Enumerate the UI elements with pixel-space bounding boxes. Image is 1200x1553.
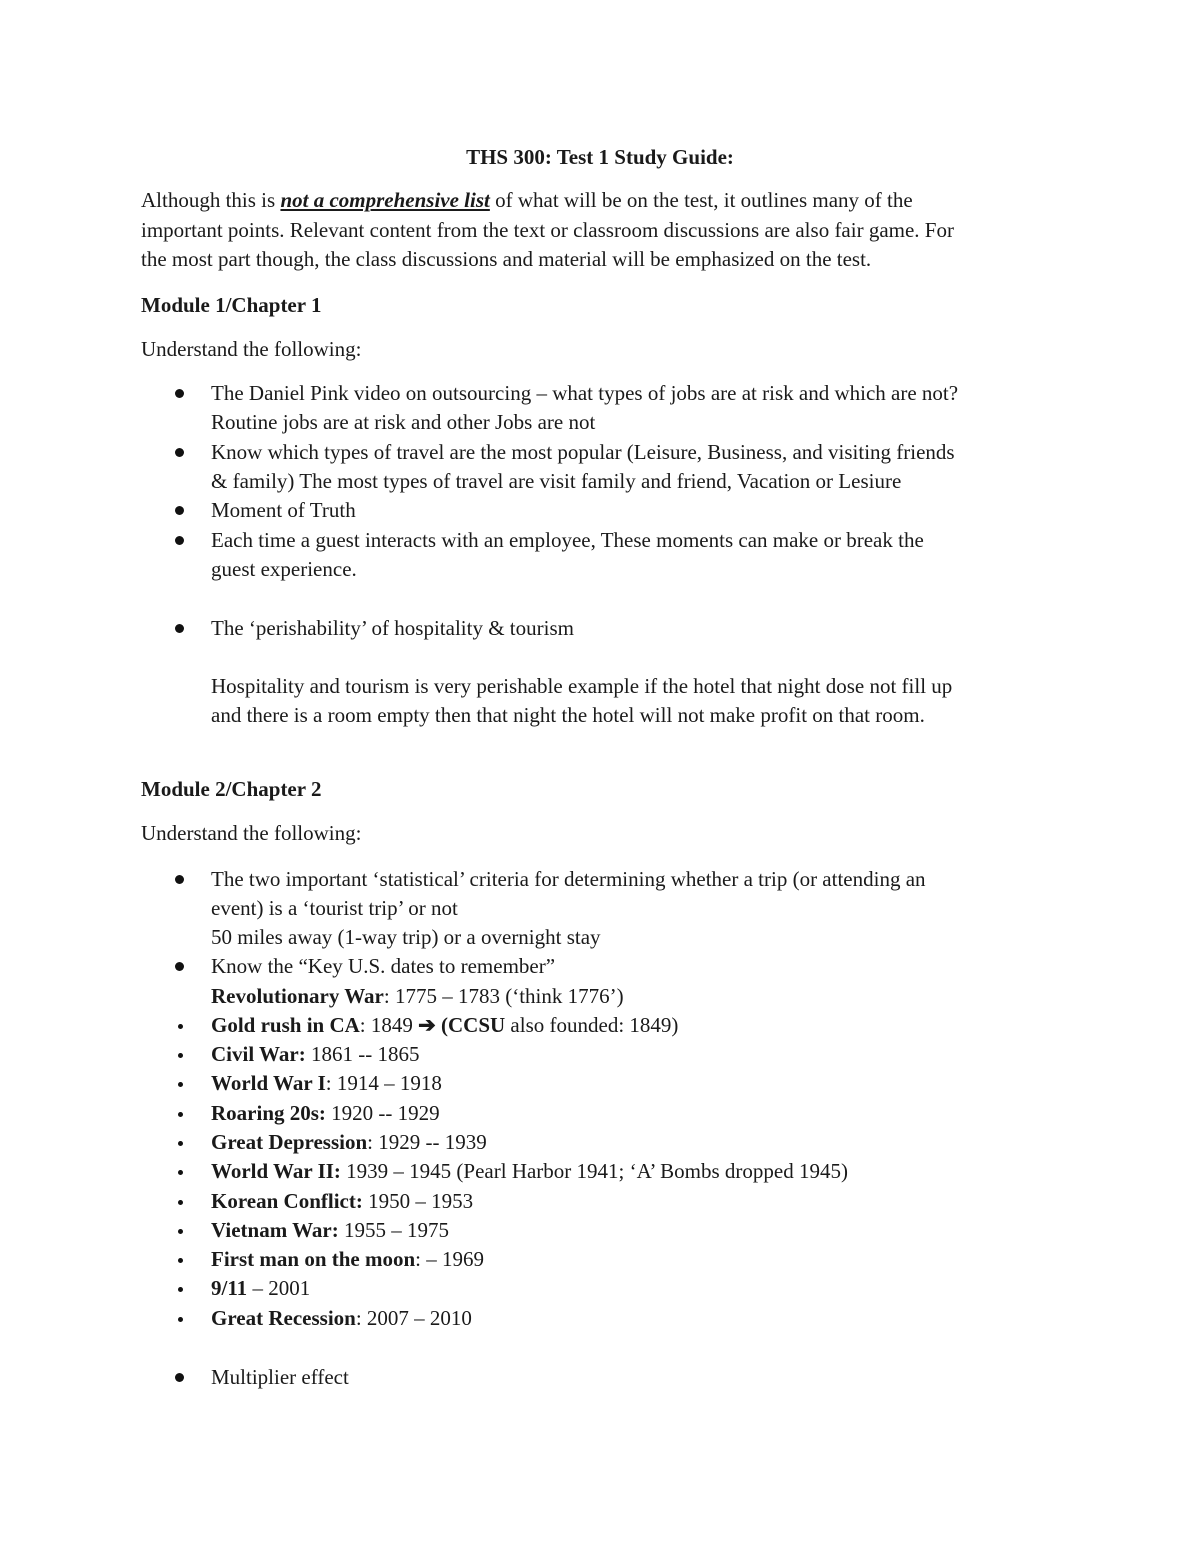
module-1-heading: Module 1/Chapter 1 bbox=[141, 293, 322, 317]
date-years: 1939 – 1945 (Pearl Harbor 1941; ‘A’ Bombs dropped 1945) bbox=[340, 1159, 848, 1183]
date-revolutionary-war bbox=[211, 982, 624, 1011]
date-event-secondary: (CCSU bbox=[435, 1013, 506, 1037]
date-event: 9/11 bbox=[211, 1276, 248, 1300]
intro-text: Although this is bbox=[141, 188, 281, 212]
module-2-heading: Module 2/Chapter 2 bbox=[141, 777, 322, 801]
intro-line-3: the most part though, the class discussions and material will be emphasized on the test. bbox=[141, 247, 872, 271]
date-event: Great Depression bbox=[211, 1130, 368, 1154]
bullet-icon bbox=[175, 624, 184, 633]
m1-bullet-4-line-1: Each time a guest interacts with an employee, These moments can make or break the bbox=[211, 528, 924, 552]
module-1-instruction: Understand the following: bbox=[141, 337, 362, 361]
bullet-icon bbox=[175, 389, 184, 398]
m2-bullet-1-line-1: The two important ‘statistical’ criteria for determining whether a trip (or attending an bbox=[211, 867, 926, 891]
date-years: 1861 -- 1865 bbox=[305, 1042, 420, 1066]
m1-bullet-1-line-2: Routine jobs are at risk and other Jobs are not bbox=[211, 410, 596, 434]
date-event: Great Recession bbox=[211, 1306, 356, 1330]
bullet-icon bbox=[175, 1373, 184, 1382]
small-bullet-icon bbox=[178, 1141, 183, 1146]
date-years: 1920 -- 1929 bbox=[325, 1101, 440, 1125]
date-item bbox=[211, 1040, 419, 1069]
date-years: – 2001 bbox=[247, 1276, 311, 1300]
m2-bullet-1-line-3: 50 miles away (1-way trip) or a overnight stay bbox=[211, 925, 601, 949]
m1-bullet-3: Moment of Truth bbox=[211, 498, 356, 522]
date-event: Gold rush in CA bbox=[211, 1013, 360, 1037]
m2-bullet-1-line-2: event) is a ‘tourist trip’ or not bbox=[211, 896, 458, 920]
intro-line-1 bbox=[141, 186, 913, 215]
small-bullet-icon bbox=[178, 1082, 183, 1087]
intro-line-2: important points. Relevant content from the text or classroom discussions are also fair game. For bbox=[141, 218, 954, 242]
m1-bullet-5: The ‘perishability’ of hospitality & tourism bbox=[211, 616, 574, 640]
date-event: World War II: bbox=[211, 1159, 341, 1183]
date-years: : 1914 – 1918 bbox=[325, 1071, 442, 1095]
date-item bbox=[211, 1128, 487, 1157]
small-bullet-icon bbox=[178, 1317, 183, 1322]
date-years: 1950 – 1953 bbox=[362, 1189, 474, 1213]
m1-bullet-5-note-line-1: Hospitality and tourism is very perishable example if the hotel that night dose not fill up bbox=[211, 674, 953, 698]
m1-bullet-2-line-2: & family) The most types of travel are visit family and friend, Vacation or Lesiure bbox=[211, 469, 902, 493]
date-item bbox=[211, 1157, 848, 1186]
m1-bullet-1-line-1: The Daniel Pink video on outsourcing – what types of jobs are at risk and which are not? bbox=[211, 381, 959, 405]
arrow-right-icon: ➔ bbox=[418, 1013, 436, 1037]
m1-bullet-2-line-1: Know which types of travel are the most popular (Leisure, Business, and visiting friends bbox=[211, 440, 955, 464]
small-bullet-icon bbox=[178, 1287, 183, 1292]
date-years: : 1775 – 1783 (‘think 1776’) bbox=[383, 984, 624, 1008]
bullet-icon bbox=[175, 506, 184, 515]
date-years: : 1929 -- 1939 bbox=[367, 1130, 487, 1154]
document-title: THS 300: Test 1 Study Guide: bbox=[466, 145, 734, 169]
date-item bbox=[211, 1187, 473, 1216]
date-event: Vietnam War: bbox=[211, 1218, 339, 1242]
date-item bbox=[211, 1099, 440, 1128]
intro-text: of what will be on the test, it outlines many of the bbox=[489, 188, 913, 212]
date-item bbox=[211, 1011, 678, 1040]
date-item bbox=[211, 1069, 442, 1098]
date-years: also founded: 1849) bbox=[505, 1013, 679, 1037]
date-item bbox=[211, 1245, 484, 1274]
small-bullet-icon bbox=[178, 1170, 183, 1175]
small-bullet-icon bbox=[178, 1112, 183, 1117]
date-item bbox=[211, 1216, 449, 1245]
m1-bullet-4-line-2: guest experience. bbox=[211, 557, 357, 581]
date-event: First man on the moon bbox=[211, 1247, 416, 1271]
small-bullet-icon bbox=[178, 1053, 183, 1058]
m1-bullet-5-note-line-2: and there is a room empty then that night the hotel will not make profit on that room. bbox=[211, 703, 925, 727]
date-event: Roaring 20s: bbox=[211, 1101, 326, 1125]
date-item bbox=[211, 1304, 472, 1333]
bullet-icon bbox=[175, 448, 184, 457]
date-years: : – 1969 bbox=[415, 1247, 485, 1271]
bullet-icon bbox=[175, 875, 184, 884]
module-2-instruction: Understand the following: bbox=[141, 821, 362, 845]
bullet-icon bbox=[175, 536, 184, 545]
m2-bullet-3: Multiplier effect bbox=[211, 1365, 349, 1389]
small-bullet-icon bbox=[178, 1229, 183, 1234]
bullet-icon bbox=[175, 962, 184, 971]
date-event: Korean Conflict: bbox=[211, 1189, 363, 1213]
date-years: 1955 – 1975 bbox=[338, 1218, 449, 1242]
intro-emphasis: not a comprehensive list bbox=[280, 188, 490, 212]
date-years: : 2007 – 2010 bbox=[355, 1306, 472, 1330]
date-event: Civil War: bbox=[211, 1042, 306, 1066]
small-bullet-icon bbox=[178, 1200, 183, 1205]
date-event: World War I bbox=[211, 1071, 326, 1095]
m2-bullet-2: Know the “Key U.S. dates to remember” bbox=[211, 954, 556, 978]
date-item bbox=[211, 1274, 310, 1303]
small-bullet-icon bbox=[178, 1258, 183, 1263]
small-bullet-icon bbox=[178, 1024, 183, 1029]
date-event: Revolutionary War bbox=[211, 984, 384, 1008]
date-years: : 1849 bbox=[359, 1013, 419, 1037]
